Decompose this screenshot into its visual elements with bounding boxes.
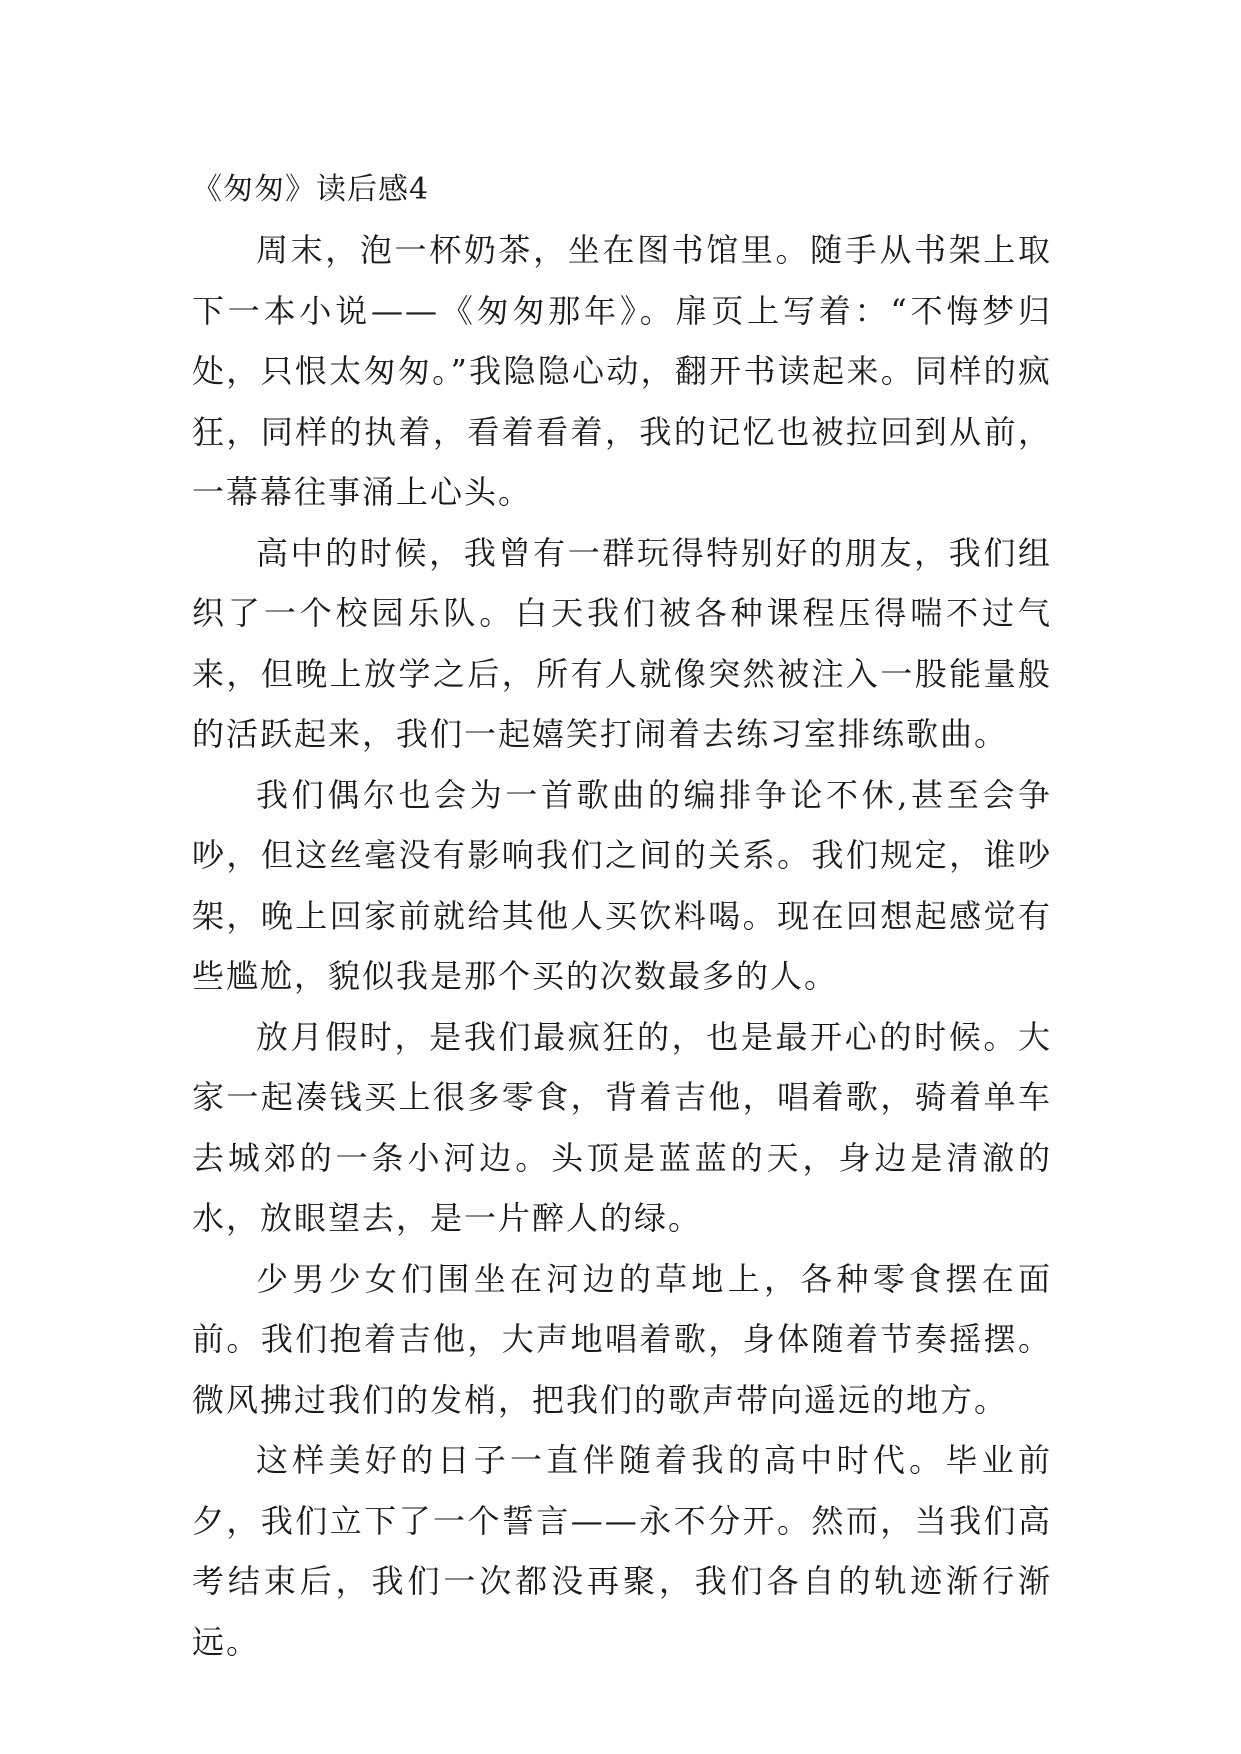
paragraph-6: 这样美好的日子一直伴随着我的高中时代。毕业前夕，我们立下了一个誓言——永不分开。然而，当我们高考结束后，我们一次都没再聚，我们各自的轨迹渐行渐远。 [192,1441,1052,1661]
document-body [192,160,1052,1672]
document-title: 《匆匆》读后感4 [192,172,430,207]
paragraph-4: 放月假时，是我们最疯狂的，也是最开心的时候。大家一起凑钱买上很多零食，背着吉他，唱着歌，骑着单车去城郊的一条小河边。头顶是蓝蓝的天，身边是清澈的水，放眼望去，是一片醉人的绿。 [192,1017,1052,1237]
paragraph-1: 周末，泡一杯奶茶，坐在图书馆里。随手从书架上取下一本小说——《匆匆那年》。扉页上写着：“不悔梦归处，只恨太匆匆。”我隐隐心动，翻开书读起来。同样的疯狂，同样的执着，看着看着，我的记忆也被拉回到从前，一幕幕往事涌上心头。 [192,231,1052,511]
paragraph-3: 我们偶尔也会为一首歌曲的编排争论不休,甚至会争吵，但这丝毫没有影响我们之间的关系。我们规定，谁吵架，晚上回家前就给其他人买饮料喝。现在回想起感觉有些尴尬，貌似我是那个买的次数最多的人。 [192,775,1052,995]
paragraph-5: 少男少女们围坐在河边的草地上，各种零食摆在面前。我们抱着吉他，大声地唱着歌，身体随着节奏摇摆。微风拂过我们的发梢，把我们的歌声带向遥远的地方。 [192,1259,1052,1419]
paragraph-2: 高中的时候，我曾有一群玩得特别好的朋友，我们组织了一个校园乐队。白天我们被各种课程压得喘不过气来，但晚上放学之后，所有人就像突然被注入一股能量般的活跃起来，我们一起嬉笑打闹着去练习室排练歌曲。 [192,533,1052,753]
